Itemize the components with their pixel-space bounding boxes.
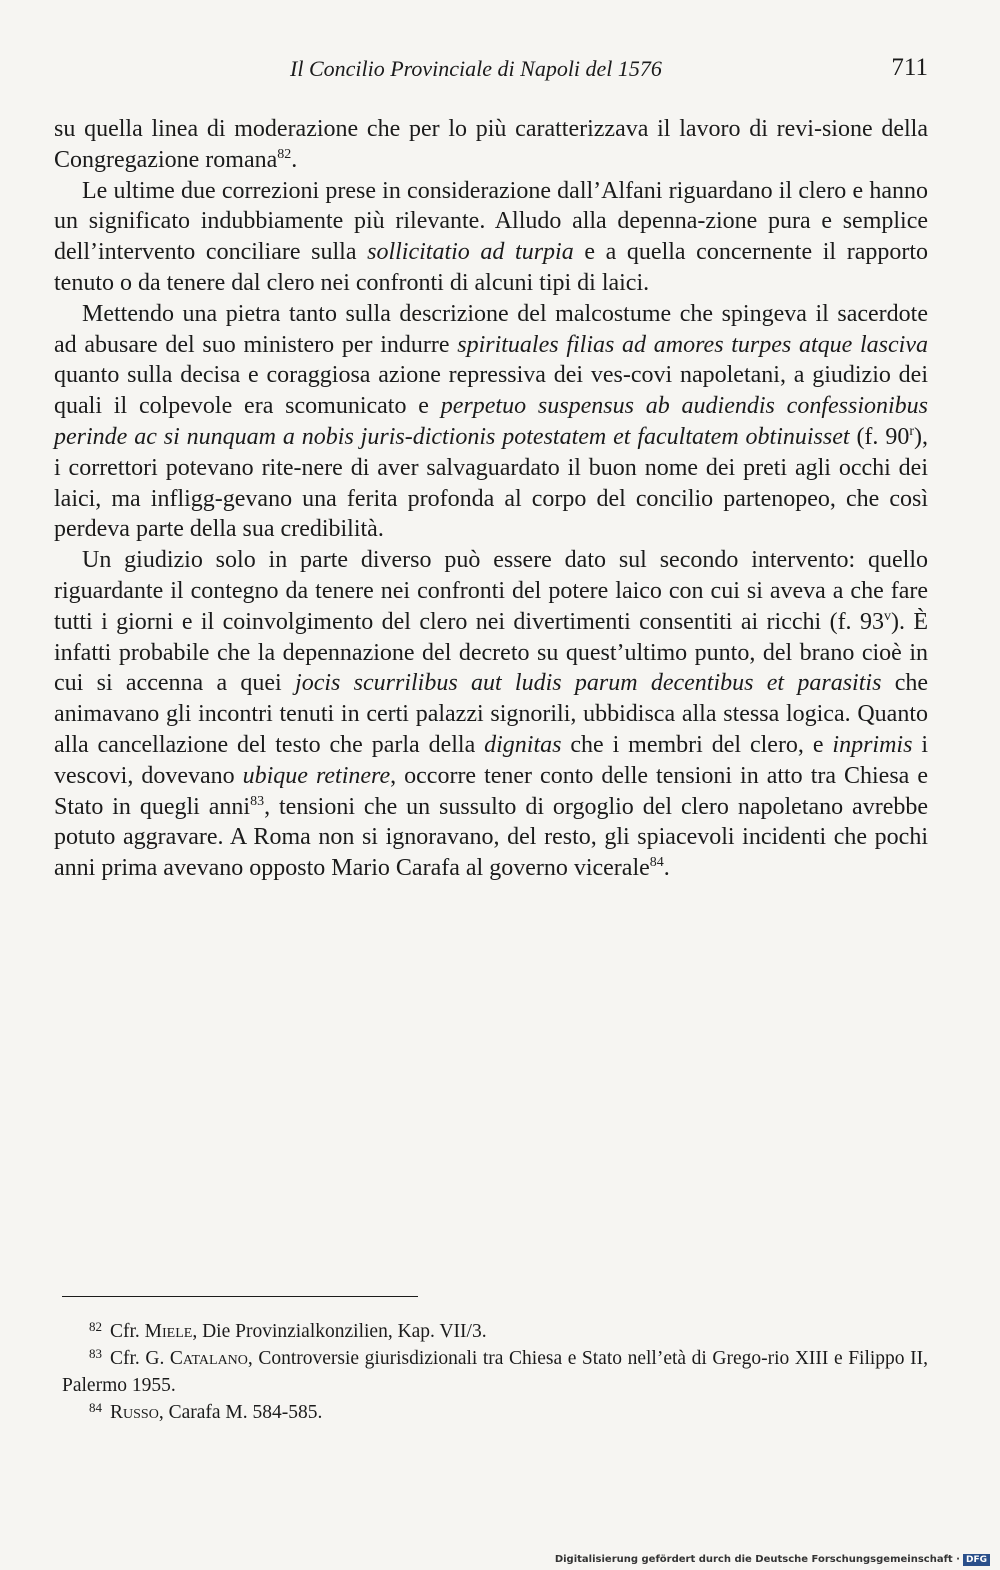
paragraph-3 xyxy=(54,299,928,545)
italic-phrase: inprimis xyxy=(832,731,913,758)
digitization-text: Digitalisierung gefördert durch die Deutsche Forschungsgemeinschaft · xyxy=(554,1554,960,1565)
page-number: 711 xyxy=(891,54,928,81)
folio-verso-mark: v xyxy=(883,608,891,624)
footnote-84 xyxy=(62,1399,928,1426)
paragraph-1 xyxy=(54,114,928,176)
footnote-number: 83 xyxy=(89,1346,102,1361)
digitization-credit xyxy=(555,1554,990,1566)
text-run: . xyxy=(663,855,670,882)
text-run: Un giudizio solo in parte diverso può essere dato sul secondo intervento: quello riguardante il contegno da tenere nei confronti del potere laico con cui si aveva a che fare tutti i giorni e il coinvolgimento del clero nei divertimenti consentiti ai ricchi (f. 93 xyxy=(54,547,928,635)
footnote-83 xyxy=(62,1345,928,1399)
italic-phrase: perpetuo suspensus ab audiendis confessionibus perinde ac si nunquam a nobis juris-dictionis potestatem et facultatem obtinuisset xyxy=(54,393,929,450)
text-run: i vescovi, dovevano xyxy=(54,731,928,789)
footnote-text: Cfr. xyxy=(110,1321,145,1342)
text-run: Mettendo una pietra tanto sulla descrizione del malcostume che spingeva il sacerdote ad abusare del suo ministero per indurre xyxy=(54,300,928,358)
text-run: che animavano gli incontri tenuti in certi palazzi signorili, ubbidisca alla stessa logica. Quanto alla cancellazione del testo che parla della xyxy=(54,670,929,758)
text-run: (f. 90 xyxy=(849,423,910,450)
text-run: . xyxy=(291,146,298,173)
footnote-ref-83: 83 xyxy=(250,793,265,809)
footnote-divider xyxy=(62,1296,418,1297)
author-name: Russo xyxy=(110,1402,159,1423)
paragraph-4 xyxy=(54,545,928,884)
italic-phrase: spirituales filias ad amores turpes atque lasciva xyxy=(457,331,928,358)
footnote-ref-84: 84 xyxy=(649,855,664,871)
main-text xyxy=(54,114,928,884)
footnote-text: , Controversie giurisdizionali tra Chiesa e Stato nell’età di Grego-rio XIII e Filippo II, Palermo 1955. xyxy=(62,1348,928,1396)
text-run: quanto sulla decisa e coraggiosa azione repressiva dei ves-covi napoletani, a giudizio dei quali il colpevole era scomunicato e xyxy=(54,362,928,420)
text-run: Le ultime due correzioni prese in considerazione dall’Alfani riguardano il clero e hanno un significato indubbiamente più rilevante. Alludo alla depenna-zione pura e semplice dell’intervento conciliare sulla xyxy=(54,177,928,266)
text-run: ). È infatti probabile che la depennazione del decreto su quest’ultimo punto, del brano cioè in cui si accenna a quei xyxy=(54,608,928,697)
footnote-82 xyxy=(62,1318,928,1345)
text-run: , tensioni che un sussulto di orgoglio del clero napoletano avrebbe potuto aggravare. A Roma non si ignoravano, del resto, gli spiacevoli incidenti che pochi anni prima avevano opposto Mario Carafa al governo vicerale xyxy=(54,793,929,882)
footnote-ref-82: 82 xyxy=(277,146,292,162)
italic-phrase: dignitas xyxy=(484,731,562,758)
footnote-number: 84 xyxy=(89,1400,102,1415)
paragraph-2 xyxy=(54,176,928,299)
author-name: Miele xyxy=(144,1321,193,1342)
text-run: su quella linea di moderazione che per lo più caratterizzava il lavoro di revi-sione della Congregazione romana xyxy=(54,116,928,173)
page-header xyxy=(54,56,928,90)
text-run: , occorre tener conto delle tensioni in atto tra Chiesa e Stato in quegli anni xyxy=(54,762,928,820)
footnote-text: , Carafa M. 584-585. xyxy=(158,1402,323,1423)
text-run: e a quella concernente il rapporto tenuto o da tenere dal clero nei confronti di alcuni tipi di laici. xyxy=(54,239,929,296)
footnotes xyxy=(62,1318,928,1426)
author-name: Catalano xyxy=(169,1348,248,1369)
footnote-number: 82 xyxy=(89,1319,102,1334)
text-run: che i membri del clero, e xyxy=(561,731,833,758)
running-title: Il Concilio Provinciale di Napoli del 1576 xyxy=(290,56,662,81)
italic-phrase: sollicitatio ad turpia xyxy=(367,239,574,266)
italic-phrase: ubique retinere xyxy=(242,762,391,789)
dfg-logo: DFG xyxy=(963,1554,990,1566)
footnote-text: Cfr. G. xyxy=(110,1348,170,1369)
footnote-text: , Die Provinzialkonzilien, Kap. VII/3. xyxy=(192,1321,487,1342)
text-run: ), i correttori potevano rite-nere di aver salvaguardato il buon nome dei preti agli occhi dei laici, ma infligg-gevano una ferita profonda al corpo del concilio partenopeo, che così perdeva parte della sua credibilità. xyxy=(54,423,928,543)
italic-phrase: jocis scurrilibus aut ludis parum decentibus et parasitis xyxy=(295,670,882,697)
book-page xyxy=(54,0,928,1570)
folio-recto-mark: r xyxy=(909,423,914,439)
